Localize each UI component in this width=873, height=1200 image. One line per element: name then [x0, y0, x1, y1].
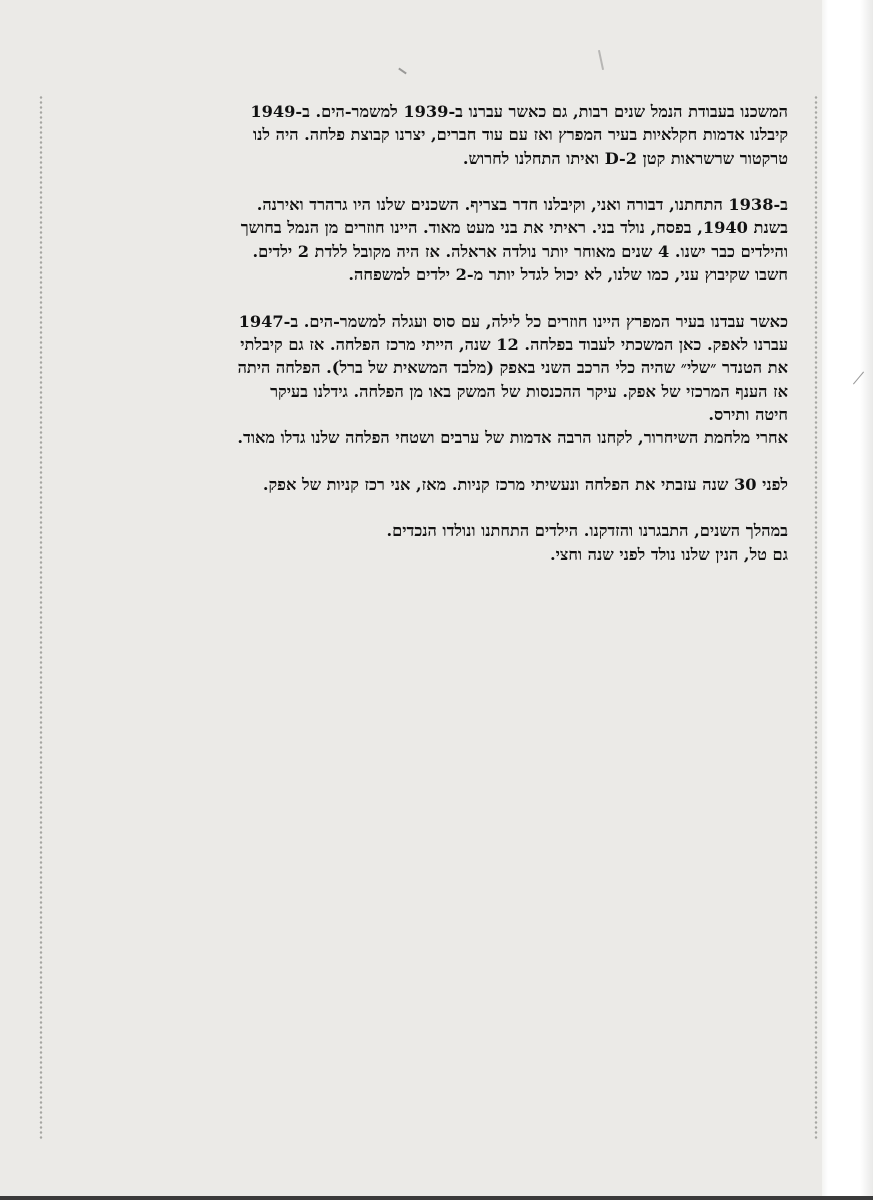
- text-line: המשכנו בעבודת הנמל שנים רבות, גם כאשר עברנו ב-1939 למשמר-הים. ב-1949: [250, 102, 788, 121]
- text-line: במהלך השנים, התבגרנו והזדקנו. הילדים התחתנו ונולדו הנכדים.: [386, 521, 788, 541]
- text-line: לפני 30 שנה עזבתי את הפלחה ונעשיתי מרכז קניות. מאז, אני רכז קניות של אפק.: [262, 474, 788, 494]
- paragraph-2: [70, 193, 788, 286]
- paragraph-4: [70, 473, 788, 496]
- scan-margin-bottom: [0, 1196, 873, 1200]
- text-line: חיטה ותירס.: [708, 404, 788, 424]
- dotted-border-left: [38, 95, 44, 1140]
- text-line: את הטנדר ״שלי״ שהיה כלי הרכב השני באפק (מלבד המשאית של ברל). הפלחה היתה: [237, 358, 788, 378]
- paragraph-1: [70, 100, 788, 170]
- paragraph-5: [70, 519, 788, 566]
- text-line: טרקטור שרשראות קטן D-2 ואיתו התחלנו לחרוש.: [462, 148, 788, 168]
- text-line: אחרי מלחמת השיחרור, לקחנו הרבה אדמות של ערבים ושטחי הפלחה שלנו גדלו מאוד.: [237, 428, 788, 448]
- scan-speck: [598, 50, 604, 70]
- text-line: והילדים כבר ישנו. 4 שנים מאוחר יותר נולדה אראלה. אז היה מקובל ללדת 2 ילדים.: [252, 241, 788, 261]
- text-line: חשבו שקיבוץ עני, כמו שלנו, לא יכול לגדל יותר מ-2 ילדים למשפחה.: [348, 265, 788, 285]
- text-line: אז הענף המרכזי של אפק. עיקר ההכנסות של המשק באו מן הפלחה. גידלנו בעיקר: [270, 381, 788, 401]
- text-line: עברנו לאפק. כאן המשכתי לעבוד בפלחה. 12 שנה, הייתי מרכז הפלחה. אז גם קיבלתי: [240, 334, 788, 354]
- paragraph-3: [70, 310, 788, 450]
- text-line: קיבלנו אדמות חקלאיות בעיר המפרץ ואז עם עוד חברים, יצרנו קבוצת פלחה. היה לנו: [253, 125, 788, 145]
- scan-speck: [398, 68, 407, 75]
- text-line: כאשר עבדנו בעיר המפרץ היינו חוזרים כל לילה, עם סוס ועגלה למשמר-הים. ב-1947: [238, 311, 788, 331]
- text-line: ב-1938 התחתנו, דבורה ואני, וקיבלנו חדר בצריף. השכנים שלנו היו גרהרד ואירנה.: [256, 195, 788, 215]
- text-line: גם טל, הנין שלנו נולד לפני שנה וחצי.: [549, 544, 788, 564]
- scan-margin-right: [822, 0, 873, 1200]
- text-line: בשנת 1940, בפסח, נולד בני. ראיתי את בני מעט מאוד. היינו חוזרים מן הנמל בחושך: [240, 218, 788, 238]
- document-body: [70, 100, 788, 566]
- dotted-border-right: [813, 95, 819, 1140]
